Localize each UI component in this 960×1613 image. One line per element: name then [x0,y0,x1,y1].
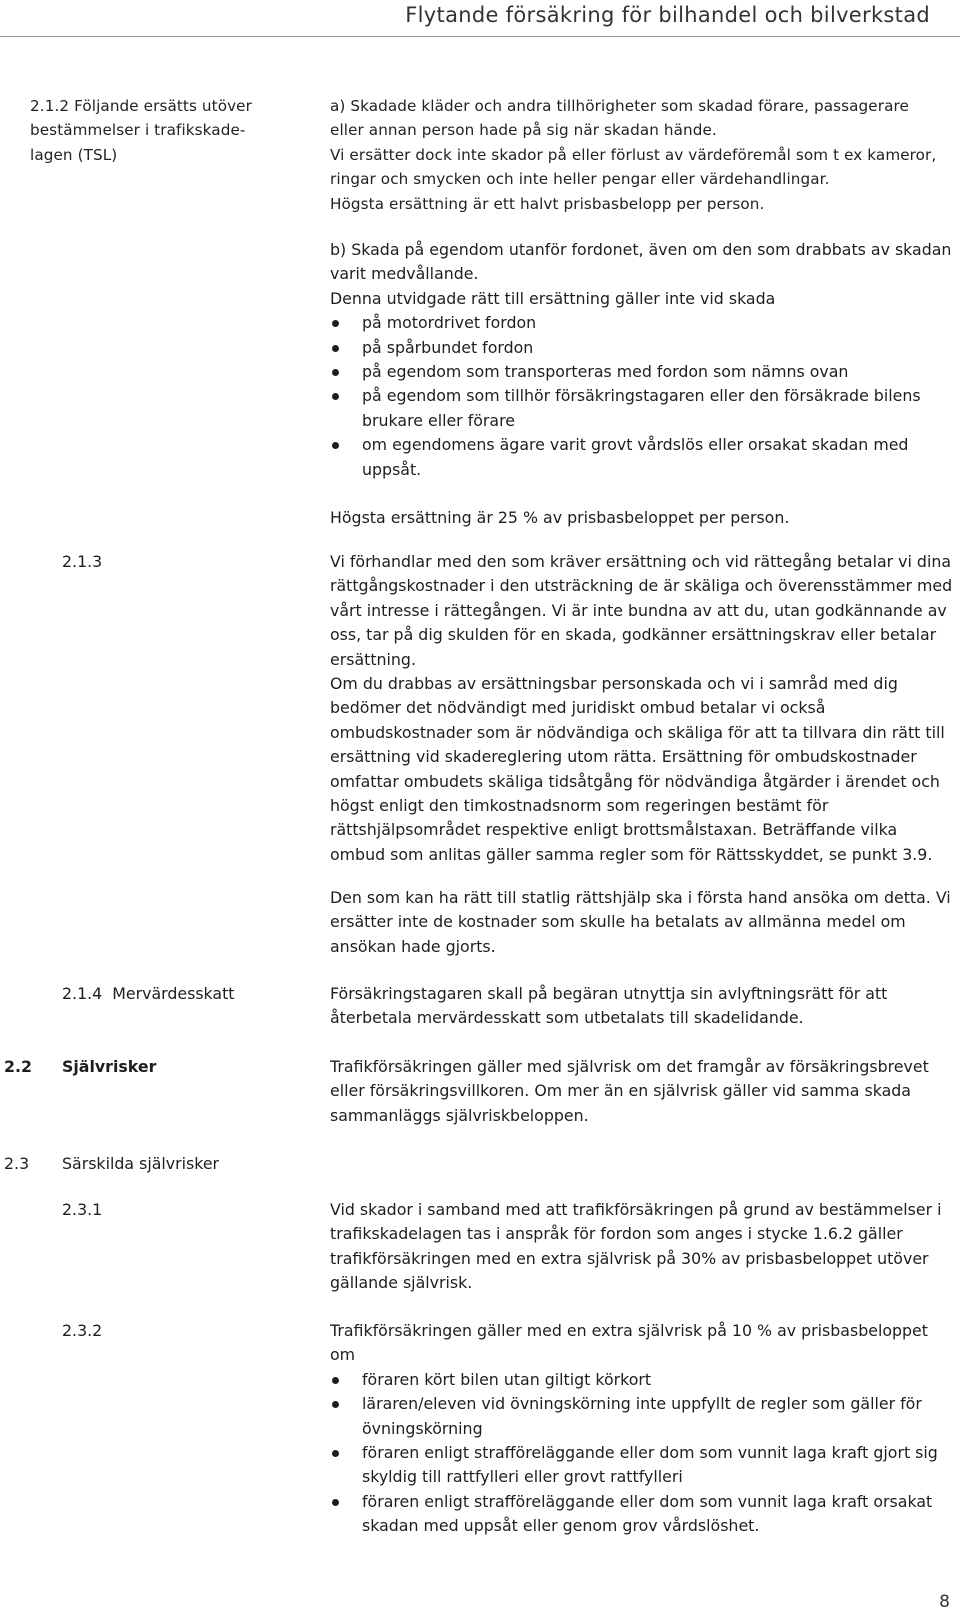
list-item: på spårbundet fordon [330,336,952,360]
list-item: föraren enligt strafföreläggande eller dom som vunnit laga kraft orsakat skadan med uppsåt eller genom grov vårdslöshet. [330,1490,952,1539]
header-title: Flytande försäkring för bilhandel och bilverkstad [405,3,930,27]
paragraph-line: Denna utvidgade rätt till ersättning gäller inte vid skada [330,288,776,308]
section-title-line: Följande ersätts utöver [74,97,252,115]
section-2-3-1-text: Vid skador i samband med att trafikförsäkringen på grund av bestämmelser i trafikskadelagen tas i anspråk för fordon som anges i stycke 1.6.2 gäller trafikförsäkringen med en extra självrisk på 30% av prisbasbeloppet utöver gällande självrisk. [330,1200,942,1293]
section-number: 2.1.2 [30,97,70,115]
section-2-2-heading [4,1055,157,1079]
section-2-1-4-heading [62,982,234,1006]
section-title: Särskilda självrisker [62,1154,220,1173]
section-number: 2.1.4 [62,984,103,1003]
list-item: på motordrivet fordon [330,311,952,335]
section-2-2-text: Trafikförsäkringen gäller med självrisk om det framgår av försäkringsbrevet eller försäkringsvillkoren. Om mer än en självrisk gäller vid samma skada sammanläggs självriskbeloppen. [330,1057,929,1125]
paragraph-line: eller annan person hade på sig när skadan hände. [330,121,717,140]
extra-deductible-list [330,1368,952,1539]
section-2-1-4-text: Försäkringstagaren skall på begäran utnyttja sin avlyftningsrätt för att återbetala mervärdesskatt som utbetalats till skadelidande. [330,984,888,1028]
section-title: Mervärdesskatt [112,984,235,1003]
page-number: 8 [939,1592,950,1612]
section-number: 2.2 [4,1057,32,1076]
exclusion-list [330,311,952,482]
list-item: föraren kört bilen utan giltigt körkort [330,1368,952,1392]
section-title: Självrisker [62,1057,157,1076]
paragraph-line: b) Skada på egendom utanför fordonet, även om den som drabbats av skadan [330,240,952,259]
section-2-1-3-paragraph-1: Vi förhandlar med den som kräver ersättning och vid rättegång betalar vi dina rättgångskostnader i den utsträckning de är skäliga och överensstämmer med vårt intresse i rättegången. Vi är inte bundna av att du, utan godkännande av oss, tar på dig skulden för en skada, godkänner ersättningskrav eller betalar ersättning. Om du drabbas av ersättningsbar personskada och vi i samråd med dig bedömer det nödvändigt med juridiskt ombud betalar vi också ombudskostnader som är nödvändiga och skäliga för att ta tillvara din rätt till ersättning vid skadereglering utom rätta. Ersättning för ombudskostnader omfattar ombudets skäliga tidsåtgång för nödvändiga åtgärder i ärendet och högst enligt den timkostnadsnorm som regeringen bestämt för rättshjälpsområdet respektive enligt brottsmålstaxan. Beträffande vilka ombud som anlitas gäller samma regler som för Rättsskyddet, se punkt 3.9. [330,552,953,864]
section-2-3-1-number: 2.3.1 [62,1200,103,1219]
list-item: på egendom som transporteras med fordon som nämns ovan [330,360,952,384]
section-2-3-2-number: 2.3.2 [62,1321,103,1340]
section-title-line: bestämmelser i trafikskade- [30,121,246,140]
max-compensation-text: Högsta ersättning är 25 % av prisbasbeloppet per person. [330,508,790,527]
list-item: föraren enligt strafföreläggande eller dom som vunnit laga kraft gjort sig skyldig till rattfylleri eller grovt rattfylleri [330,1441,952,1490]
list-item: om egendomens ägare varit grovt vårdslös eller orsakat skadan med uppsåt. [330,433,952,482]
section-2-1-3-number: 2.1.3 [62,552,103,571]
header-divider [0,36,960,37]
section-number: 2.3 [4,1154,30,1173]
paragraph-line: Vi ersätter dock inte skador på eller förlust av värdeföremål som t ex kameror, [330,145,937,164]
paragraph-line: varit medvållande. [330,264,479,284]
section-2-3-heading [4,1152,220,1176]
section-title-line: lagen (TSL) [30,145,118,164]
paragraph-b [330,238,952,482]
list-item: på egendom som tillhör försäkringstagaren eller den försäkrade bilens brukare eller förare [330,384,952,433]
paragraph-a [330,94,952,216]
section-2-1-2-heading [30,94,252,167]
paragraph-line: ringar och smycken och inte heller pengar eller värdehandlingar. [330,170,830,189]
paragraph-line: a) Skadade kläder och andra tillhörigheter som skadad förare, passagerare [330,97,909,115]
list-item: läraren/eleven vid övningskörning inte uppfyllt de regler som gäller för övningskörning [330,1392,952,1441]
section-2-3-2-text: Trafikförsäkringen gäller med en extra självrisk på 10 % av prisbasbeloppet om föraren kört bilen utan giltigt körkort läraren/eleven vid övningskörning inte uppfyllt de regler som gäller för övningskörning föraren enligt strafföreläggande eller dom som vunnit laga kraft gjort sig skyldig till rattfylleri eller grovt rattfylleri föraren enligt strafföreläggande eller dom som vunnit laga kraft orsakat skadan med uppsåt eller genom grov vårdslöshet. [330,1319,952,1539]
paragraph-line: Högsta ersättning är ett halvt prisbasbelopp per person. [330,194,765,213]
section-2-1-3-paragraph-2: Den som kan ha rätt till statlig rättshjälp ska i första hand ansöka om detta. Vi ersätter inte de kostnader som skulle ha betalats av allmänna medel om ansökan hade gjorts. [330,888,951,956]
